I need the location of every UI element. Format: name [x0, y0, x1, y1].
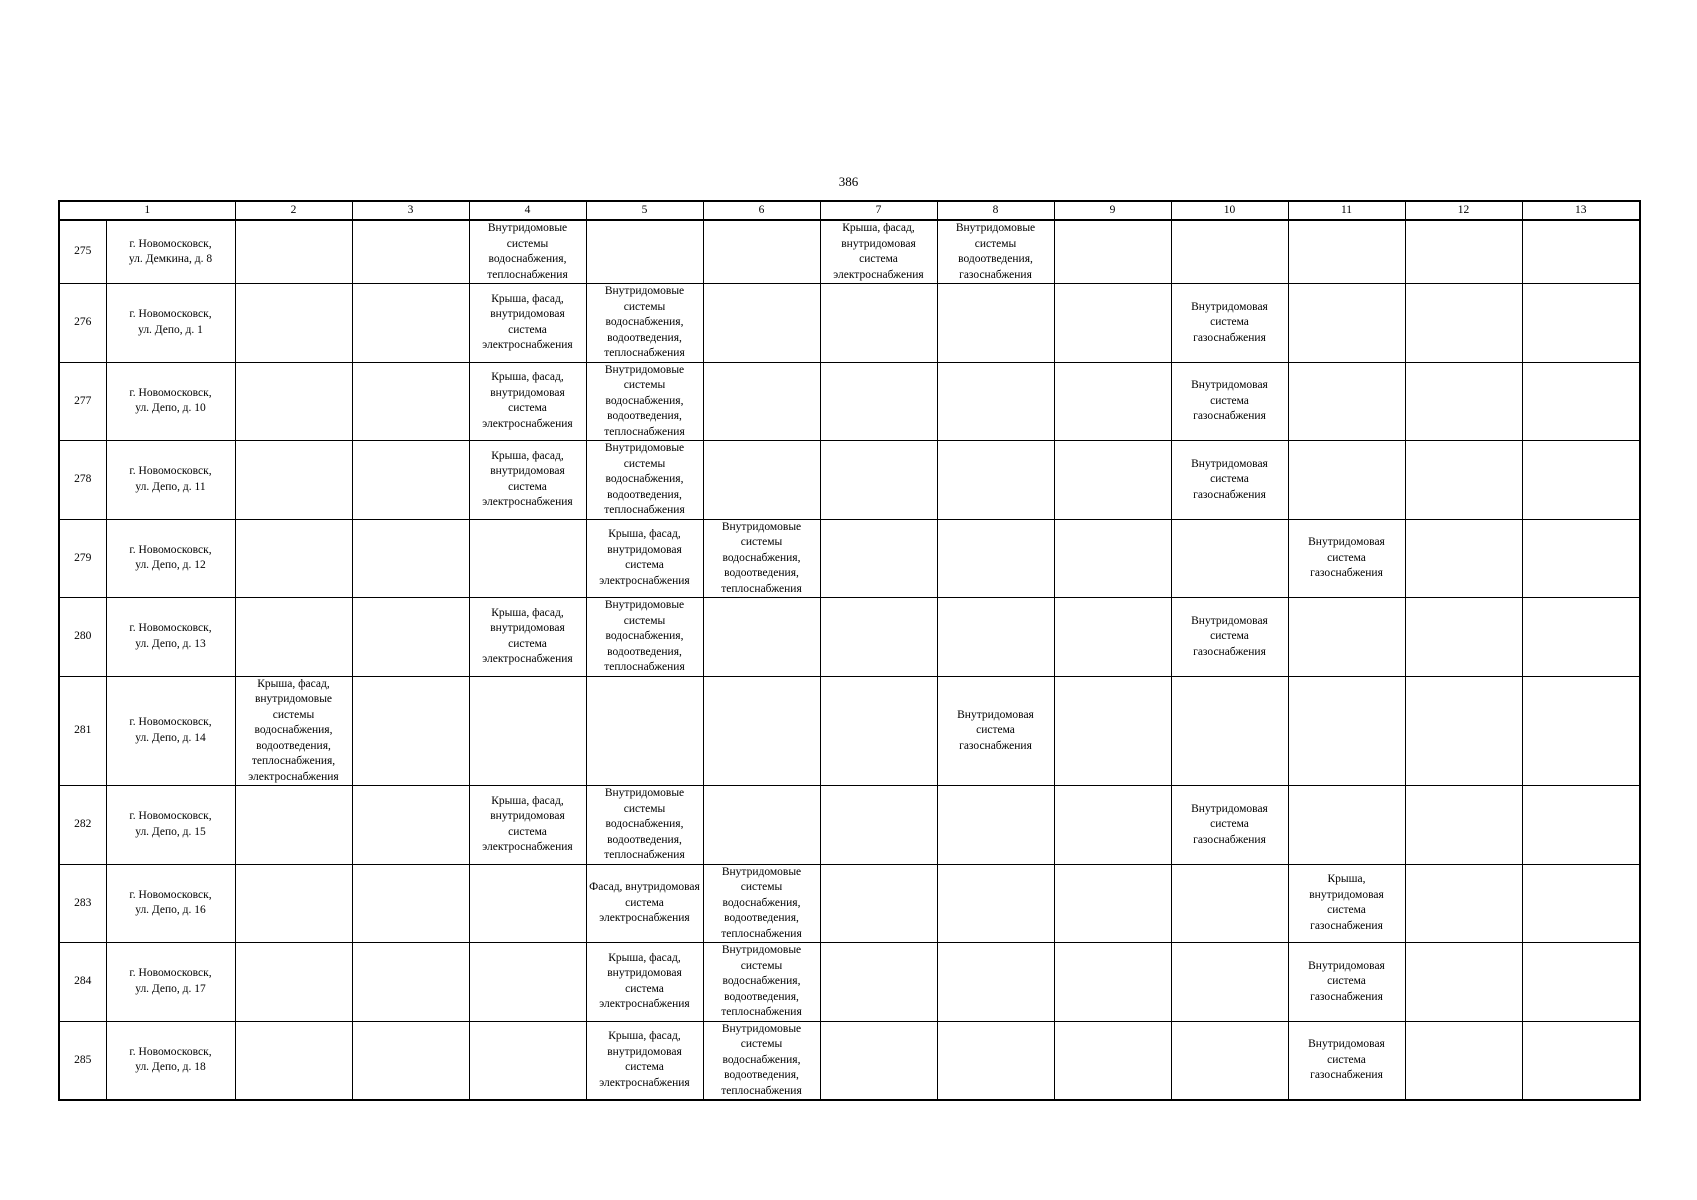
row-number: 277: [59, 362, 106, 441]
work-cell: Крыша, фасад, внутридомовая система электроснабжения: [469, 362, 586, 441]
work-cell: [235, 598, 352, 677]
column-header: 2: [235, 201, 352, 220]
work-cell: [352, 519, 469, 598]
work-cell: [1054, 284, 1171, 363]
work-cell: [352, 864, 469, 943]
table-row: [59, 943, 1640, 1022]
work-cell: [1405, 864, 1522, 943]
work-cell: Внутридомовые системы водоснабжения, водоотведения, теплоснабжения: [703, 1021, 820, 1100]
address-cell: г. Новомосковск, ул. Депо, д. 14: [106, 676, 235, 786]
work-cell: Крыша, фасад, внутридомовая система электроснабжения: [820, 220, 937, 284]
work-cell: Внутридомовые системы водоснабжения, теплоснабжения: [469, 220, 586, 284]
work-cell: [1288, 786, 1405, 865]
work-cell: [703, 362, 820, 441]
work-cell: [235, 362, 352, 441]
work-cell: [1288, 362, 1405, 441]
work-cell: [1522, 220, 1640, 284]
work-cell: [1054, 220, 1171, 284]
work-cell: [1405, 598, 1522, 677]
work-cell: [586, 676, 703, 786]
work-cell: [1171, 1021, 1288, 1100]
work-cell: [937, 786, 1054, 865]
work-cell: [1405, 519, 1522, 598]
work-cell: [235, 1021, 352, 1100]
row-number: 281: [59, 676, 106, 786]
row-number: 285: [59, 1021, 106, 1100]
work-cell: [1288, 441, 1405, 520]
row-number: 276: [59, 284, 106, 363]
work-cell: [1288, 676, 1405, 786]
work-cell: Крыша, фасад, внутридомовая система электроснабжения: [586, 1021, 703, 1100]
row-number: 278: [59, 441, 106, 520]
address-cell: г. Новомосковск, ул. Депо, д. 15: [106, 786, 235, 865]
work-cell: Внутридомовая система газоснабжения: [1171, 786, 1288, 865]
address-cell: г. Новомосковск, ул. Депо, д. 12: [106, 519, 235, 598]
work-cell: Внутридомовая система газоснабжения: [1171, 598, 1288, 677]
address-cell: г. Новомосковск, ул. Депо, д. 16: [106, 864, 235, 943]
work-cell: Крыша, фасад, внутридомовая система электроснабжения: [586, 519, 703, 598]
work-cell: [937, 441, 1054, 520]
work-cell: [937, 1021, 1054, 1100]
column-header: 13: [1522, 201, 1640, 220]
row-number: 280: [59, 598, 106, 677]
work-cell: [820, 943, 937, 1022]
work-cell: Внутридомовая система газоснабжения: [1288, 519, 1405, 598]
work-cell: Крыша, фасад, внутридомовые системы водоснабжения, водоотведения, теплоснабжения, электроснабжения: [235, 676, 352, 786]
work-cell: Крыша, фасад, внутридомовая система электроснабжения: [469, 284, 586, 363]
work-cell: [1171, 519, 1288, 598]
work-cell: [1171, 676, 1288, 786]
work-cell: [1522, 519, 1640, 598]
work-cell: Внутридомовая система газоснабжения: [1288, 1021, 1405, 1100]
work-cell: Внутридомовые системы водоснабжения, водоотведения, теплоснабжения: [703, 519, 820, 598]
row-number: 284: [59, 943, 106, 1022]
address-cell: г. Новомосковск, ул. Депо, д. 10: [106, 362, 235, 441]
work-cell: [235, 220, 352, 284]
work-cell: [235, 284, 352, 363]
column-header: 12: [1405, 201, 1522, 220]
work-cell: [352, 943, 469, 1022]
work-cell: [820, 519, 937, 598]
address-cell: г. Новомосковск, ул. Депо, д. 1: [106, 284, 235, 363]
column-header: 11: [1288, 201, 1405, 220]
work-cell: [1054, 676, 1171, 786]
work-cell: [1522, 943, 1640, 1022]
page-number: 386: [838, 174, 859, 189]
work-cell: [469, 1021, 586, 1100]
column-header: 8: [937, 201, 1054, 220]
work-cell: [820, 441, 937, 520]
work-cell: Внутридомовая система газоснабжения: [1288, 943, 1405, 1022]
address-cell: г. Новомосковск, ул. Депо, д. 18: [106, 1021, 235, 1100]
work-cell: [1054, 864, 1171, 943]
work-cell: Фасад, внутридомовая система электроснабжения: [586, 864, 703, 943]
work-cell: [1054, 441, 1171, 520]
work-cell: Крыша, фасад, внутридомовая система электроснабжения: [469, 441, 586, 520]
table-body: [59, 220, 1640, 1100]
work-cell: Крыша, фасад, внутридомовая система электроснабжения: [469, 598, 586, 677]
table-row: [59, 519, 1640, 598]
column-header: 5: [586, 201, 703, 220]
work-cell: [820, 786, 937, 865]
repair-schedule-table: [58, 200, 1641, 1101]
work-cell: [352, 441, 469, 520]
address-cell: г. Новомосковск, ул. Депо, д. 11: [106, 441, 235, 520]
work-cell: Внутридомовые системы водоснабжения, водоотведения, теплоснабжения: [703, 864, 820, 943]
work-cell: [820, 1021, 937, 1100]
work-cell: [1405, 441, 1522, 520]
work-cell: [1522, 441, 1640, 520]
work-cell: [1054, 943, 1171, 1022]
work-cell: [1288, 598, 1405, 677]
work-cell: [352, 284, 469, 363]
work-cell: [937, 519, 1054, 598]
work-cell: [1405, 786, 1522, 865]
work-cell: [1054, 519, 1171, 598]
work-cell: Внутридомовая система газоснабжения: [937, 676, 1054, 786]
work-cell: [352, 1021, 469, 1100]
table-row: [59, 598, 1640, 677]
work-cell: [1522, 1021, 1640, 1100]
work-cell: [820, 284, 937, 363]
work-cell: [1054, 1021, 1171, 1100]
work-cell: [703, 676, 820, 786]
work-cell: [937, 362, 1054, 441]
work-cell: Внутридомовая система газоснабжения: [1171, 284, 1288, 363]
work-cell: Внутридомовые системы водоснабжения, водоотведения, теплоснабжения: [586, 441, 703, 520]
work-cell: [1405, 1021, 1522, 1100]
work-cell: Крыша, фасад, внутридомовая система электроснабжения: [469, 786, 586, 865]
work-cell: [703, 441, 820, 520]
work-cell: [469, 519, 586, 598]
work-cell: [469, 864, 586, 943]
work-cell: Внутридомовые системы водоснабжения, водоотведения, теплоснабжения: [586, 598, 703, 677]
address-cell: г. Новомосковск, ул. Депо, д. 17: [106, 943, 235, 1022]
work-cell: [352, 598, 469, 677]
row-number: 279: [59, 519, 106, 598]
work-cell: [1288, 284, 1405, 363]
column-header: 6: [703, 201, 820, 220]
work-cell: [1054, 598, 1171, 677]
work-cell: [352, 786, 469, 865]
row-number: 275: [59, 220, 106, 284]
work-cell: [235, 864, 352, 943]
work-cell: [1171, 943, 1288, 1022]
work-cell: [937, 598, 1054, 677]
work-cell: [235, 519, 352, 598]
work-cell: [820, 362, 937, 441]
work-cell: [703, 220, 820, 284]
row-number: 282: [59, 786, 106, 865]
work-cell: [1522, 676, 1640, 786]
table-row: [59, 1021, 1640, 1100]
work-cell: [352, 362, 469, 441]
work-cell: [469, 943, 586, 1022]
work-cell: [586, 220, 703, 284]
work-cell: [1171, 864, 1288, 943]
table-row: [59, 786, 1640, 865]
address-cell: г. Новомосковск, ул. Демкина, д. 8: [106, 220, 235, 284]
table-row: [59, 362, 1640, 441]
work-cell: [352, 220, 469, 284]
column-header: 10: [1171, 201, 1288, 220]
work-cell: [703, 598, 820, 677]
work-cell: [352, 676, 469, 786]
column-header: 7: [820, 201, 937, 220]
work-cell: Внутридомовые системы водоснабжения, водоотведения, теплоснабжения: [586, 284, 703, 363]
work-cell: Внутридомовые системы водоотведения, газоснабжения: [937, 220, 1054, 284]
column-header: 4: [469, 201, 586, 220]
work-cell: [1405, 676, 1522, 786]
work-cell: [1522, 284, 1640, 363]
column-header: 1: [59, 201, 235, 220]
work-cell: [1405, 220, 1522, 284]
work-cell: [703, 786, 820, 865]
work-cell: [703, 284, 820, 363]
table-row: [59, 676, 1640, 786]
work-cell: [1522, 864, 1640, 943]
work-cell: [1522, 786, 1640, 865]
work-cell: Внутридомовые системы водоснабжения, водоотведения, теплоснабжения: [586, 786, 703, 865]
work-cell: [820, 598, 937, 677]
work-cell: Внутридомовые системы водоснабжения, водоотведения, теплоснабжения: [586, 362, 703, 441]
work-cell: Крыша, фасад, внутридомовая система электроснабжения: [586, 943, 703, 1022]
address-cell: г. Новомосковск, ул. Депо, д. 13: [106, 598, 235, 677]
work-cell: Крыша, внутридомовая система газоснабжения: [1288, 864, 1405, 943]
work-cell: [1054, 786, 1171, 865]
work-cell: [937, 284, 1054, 363]
work-cell: [1522, 598, 1640, 677]
table-row: [59, 284, 1640, 363]
table-row: [59, 441, 1640, 520]
work-cell: [1405, 362, 1522, 441]
work-cell: [235, 786, 352, 865]
work-cell: Внутридомовая система газоснабжения: [1171, 441, 1288, 520]
column-header: 9: [1054, 201, 1171, 220]
work-cell: [820, 676, 937, 786]
work-cell: [937, 864, 1054, 943]
table-row: [59, 220, 1640, 284]
work-cell: [235, 943, 352, 1022]
work-cell: Внутридомовые системы водоснабжения, водоотведения, теплоснабжения: [703, 943, 820, 1022]
work-cell: [469, 676, 586, 786]
work-cell: [1171, 220, 1288, 284]
header-row: [59, 201, 1640, 220]
work-cell: [937, 943, 1054, 1022]
work-cell: [235, 441, 352, 520]
work-cell: [1522, 362, 1640, 441]
work-cell: [1405, 943, 1522, 1022]
work-cell: [1405, 284, 1522, 363]
row-number: 283: [59, 864, 106, 943]
work-cell: [820, 864, 937, 943]
work-cell: [1288, 220, 1405, 284]
table-row: [59, 864, 1640, 943]
work-cell: [1054, 362, 1171, 441]
work-cell: Внутридомовая система газоснабжения: [1171, 362, 1288, 441]
column-header: 3: [352, 201, 469, 220]
